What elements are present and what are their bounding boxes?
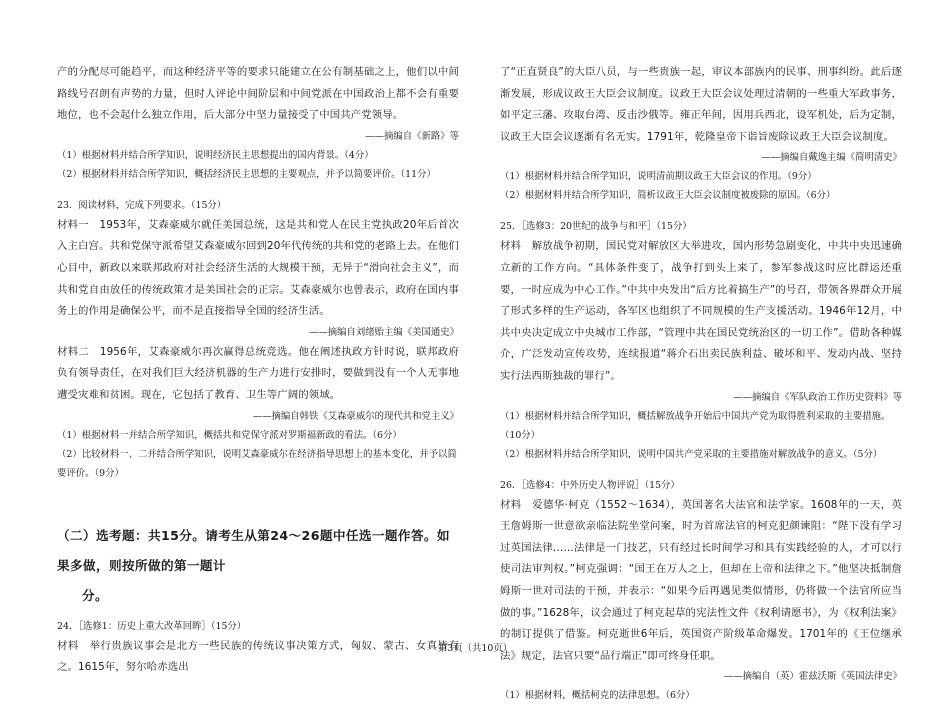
q24-sub-1: （1）根据材料并结合所学知识，说明清前期议政王大臣会议的作用。（9分） bbox=[500, 171, 817, 183]
q24-material-start: 材料 举行贵族议事会是北方一些民族的传统议事决策方式，匈奴、蒙古、女真皆有之。1615年，努尔哈赤选出 bbox=[57, 639, 459, 674]
q23-material-2: 材料二 1956年，艾森豪威尔再次赢得总统竞选。他在阐述执政方针时说，联邦政府负有领导责任，在对我们巨大经济机器的生产力进行安排时，要做到没有一个人无事地遭受灾难和贫困。现在，它包括了教育、卫生等广阔的领域。 bbox=[57, 345, 459, 401]
section-heading: （二）选考题：共15分。请考生从第24～26题中任选一题作答。如果多做，则按所做的第一题计 bbox=[57, 527, 450, 573]
page-footer: 第3页（共10页） bbox=[437, 643, 513, 654]
q24-source: ——摘编自戴逸主编《简明清史》 bbox=[761, 152, 902, 164]
q24-material-cont: 了“正直贤良”的大臣八员，与一些贵族一起，审议本部族内的民事、刑事纠纷。此后逐渐发展，形成议政王大臣会议制度。议政王大臣会议处理过清朝的一些重大军政事务，如平定三藩、攻取台湾、反击沙俄等。雍正年间，因用兵西北，设军机处，后为定制，议政王大臣会议逐渐有名无实。1791年，乾隆皇帝下诣旨废除议政王大臣会议制度。 bbox=[500, 66, 902, 143]
section-heading-cont: 分。 bbox=[82, 587, 108, 603]
q24-heading: 24．［选修1：历史上重大改革回眸］（15分） bbox=[57, 620, 247, 632]
q25-source: ——摘编自《军队政治工作历史资料》等 bbox=[733, 391, 902, 403]
q26-heading: 26．［选修4：中外历史人物评说］（15分） bbox=[500, 479, 680, 491]
q25-material: 材料 解放战争初期，国民党对解放区大举进攻，国内形势急剧变化，中共中央迅速确立新的工作方向。“具体条件变了，战争打到头上来了，参军参战这时应比群运还重要，一时应成为中心工作。”中共中央发出“后方比着搞生产”的号召，带领各界群众开展了形式多样的生产运动，各军区也组织了不同规模的生产支援活动。1946年12月，中共中央决定成立中央城市工作部，“管理中共在国民党统治区的一切工作”。借助各种媒介，广泛发动宣传攻势，连续报道“蒋介石出卖民族利益、破坏和平、发动内战、坚持实行法西斯独裁的罪行”。 bbox=[500, 240, 902, 382]
q22-sub-2: （2）根据材料并结合所学知识，概括经济民主思想的主要观点，并予以简要评价。（11分） bbox=[57, 168, 436, 180]
q23-material-1: 材料一 1953年，艾森豪威尔就任美国总统，这是共和党人在民主党执政20年后首次入主白宫。共和党保守派希望艾森豪威尔回到20年代传统的共和党的老路上去。在他们心目中，新政以来联邦政府对社会经济生活的大规模干预，无异于“滑向社会主义”，而共和党自由放任的传统政策才是美国社会的正宗。艾森豪威尔也曾表示，政府在国内事务上的作用是确保公平，而不是直接指导全国的经济生活。 bbox=[57, 218, 459, 318]
q22-sub-1: （1）根据材料并结合所学知识，说明经济民主思想提出的国内背景。（4分） bbox=[57, 149, 374, 161]
q26-material: 材料 爱德华·柯克（1552～1634），英国著名大法官和法学家。1608年的一天，英王詹姆斯一世意欲亲临法院坐堂问案，时为首席法官的柯克犯颜谏阻：“陛下没有学习过英国法律……法律是一门技艺，只有经过长时间学习和具有实践经验的人，才可以行使司法审判权。”柯克强调：“国王在万人之上，但却在上帝和法律之下。”他坚决抵制詹姆斯一世对司法的干预，并表示：“如果今后再遇见类似情形，仍将做一个法官所应当做的事。”1628年，议会通过了柯克起草的宪法性文件《权利请愿书》，为《权利法案》的制订提供了借鉴。柯克逝世6年后，英国资产阶级革命爆发。1701年的《王位继承法》规定，法官只要“品行端正”即可终身任职。 bbox=[500, 498, 902, 662]
q24-sub-2: （2）根据材料并结合所学知识，简析议政王大臣会议制度被废除的原因。（6分） bbox=[500, 190, 836, 202]
q23-material-2-source: ——摘编自韩铁《艾森豪威尔的现代共和党主义》 bbox=[252, 410, 459, 422]
left-column bbox=[57, 62, 459, 679]
q23-heading: 23．阅读材料，完成下列要求。（15分） bbox=[57, 199, 227, 211]
q23-material-1-source: ——摘编自刘绪贻主编《美国通史》 bbox=[308, 326, 459, 338]
q25-heading: 25．［选修3：20世纪的战争与和平］（15分） bbox=[500, 221, 692, 233]
q23-sub-2: （2）比较材料一、二并结合所学知识，说明艾森豪威尔在经济指导思想上的基本变化，并予以简要评价。（9分） bbox=[57, 448, 457, 479]
right-column bbox=[500, 62, 902, 705]
q26-sub-1: （1）根据材料，概括柯克的法律思想。（6分） bbox=[500, 690, 695, 702]
q23-sub-1: （1）根据材料一并结合所学知识，概括共和党保守派对罗斯福新政的看法。（6分） bbox=[57, 429, 402, 441]
q25-sub-1: （1）根据材料并结合所学知识，概括解放战争开始后中国共产党为取得胜利采取的主要措施。（10分） bbox=[500, 410, 891, 441]
q25-sub-2: （2）根据材料并结合所学知识，说明中国共产党采取的主要措施对解放战争的意义。（5分） bbox=[500, 448, 883, 460]
q26-source: ——摘编自（英）霍兹沃斯《英国法律史》 bbox=[723, 671, 902, 683]
q22-material-tail: 产的分配尽可能趋平，而这种经济平等的要求只能建立在公有制基础之上，他们以中间路线号召朗有声势的力量，但时人评论中间阶层和中间党派在中国政治上都不会有重要地位，也不会起什么独立作用，后大部分中坚力量接受了中国共产党领导。 bbox=[57, 66, 459, 122]
q22-source: ——摘编自《新路》等 bbox=[365, 130, 459, 142]
